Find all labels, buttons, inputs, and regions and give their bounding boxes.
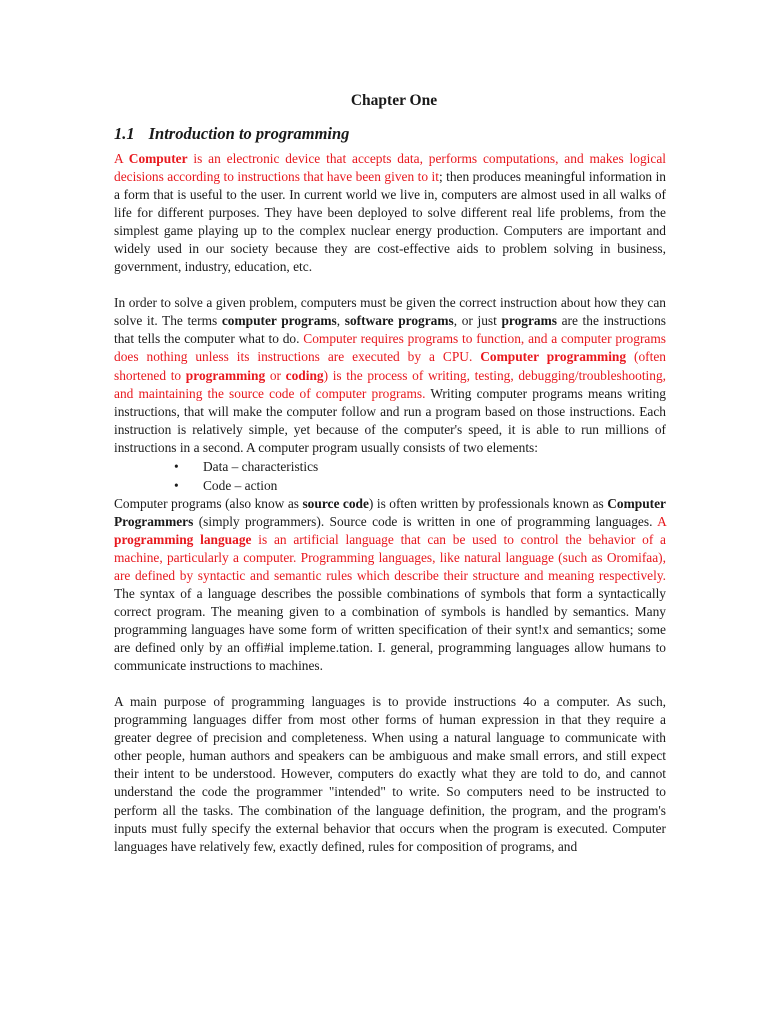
bullet-icon: • [174,458,179,474]
term-programming-language: programming language [114,531,252,547]
list-item [174,476,666,495]
text-span: , or just [453,313,502,329]
term-programs: programs [501,313,557,329]
list-item-text: Data – characteristics [203,458,319,474]
text-span: are the instructions that tells the computer what to do. [114,313,667,347]
text-span: The syntax of a language describes the possible combinations of symbols that form a syntactically correct program. The meaning given to a combination of symbols is handled by semantics. Many programming languages have some form of written specification of their synt!x and semantics; some are defined only by an offi#ial impleme.tation. I. general, programming languages allow humans to communicate instructions to machines. [114,585,666,674]
paragraph-programs [114,294,666,456]
text-span: ; then produces meaningful information in a form that is useful to the user. In current world we live in, computers are almost used in all walks of life for different purposes. They have been deployed to solve different real life problems, from the simplest game playing up to the complex nuclear energy production. Computers are important and widely used in our society because they are cost-effective aids to problem solving in business, government, industry, education, etc. [114,169,666,275]
text-span: In order to solve a given problem, computers must be given the correct instruction about how they can solve it. The terms [114,295,666,329]
text-span: Computer programs (also know as [114,495,303,511]
text-span: ) is often written by professionals known as [368,495,608,511]
text-span: or [265,367,286,383]
term-computer-programs: computer programs [221,313,337,329]
text-span: is an artificial language that can be used to control the behavior of a machine, particularly a computer. Programming languages, like natural language (such as Oromifaa), are defined by syntactic and semantic rules which describe their structure and meaning respectively. [114,531,666,583]
text-span: (simply programmers). Source code is written in one of programming languages. [193,513,658,529]
text-span: Computer requires programs to function, and a computer programs does nothing unless its instructions are executed by a CPU. [114,331,666,365]
list-item [174,457,666,476]
paragraph-programming-language [114,495,666,675]
text-span: is an electronic device that accepts data, performs computations, and makes logical decisions according to instructions that have been given to it [114,151,666,185]
paragraph-computer-definition [114,150,666,276]
term-programming: programming [185,367,266,383]
section-title: Introduction to programming [148,124,350,143]
term-computer-programmers: Computer Programmers [114,495,666,529]
chapter-title: Chapter One [350,92,438,109]
paragraph-purpose: A main purpose of programming languages is to provide instructions 4o a computer. As such, programming languages differ from most other forms of human expression in that they require a greater degree of precision and completeness. When using a natural language to communicate with other people, human authors and speakers can be ambiguous and make small errors, and still expect their intent to be understood. However, computers do exactly what they are told to do, and cannot understand the code the programmer "intended" to write. So computers need to be instructed to perform all the tasks. The combination of the language definition, the program, and the program's inputs must fully specify the external behavior that occurs when the program is executed. Computer languages have relatively few, exactly defined, rules for composition of programs, and [114,694,666,854]
term-source-code: source code [302,495,369,511]
section-heading [114,124,666,144]
text-span: Writing computer programs means writing instructions, that will make the computer follow and run a program based on those instructions. Each instruction is relatively simple, yet because of the computer's speed, it is able to run millions of instructions in a second. A computer program usually consists of two elements: [114,385,666,455]
text-span: , [336,313,345,329]
term-coding: coding [285,367,324,383]
text-span: (often shortened to [114,349,667,383]
term-computer-programming: Computer programming [480,349,627,365]
list-item-text: Code – action [203,477,278,493]
text-span: A [114,151,129,166]
text-span: A [657,513,666,529]
term-software-programs: software programs [344,313,454,329]
text-span: ) is the process of writing, testing, debugging/troubleshooting, and maintaining the source code of computer programs. [114,367,666,401]
section-number: 1.1 [114,124,135,143]
term-computer: Computer [128,151,188,166]
bullet-icon: • [174,477,179,493]
program-elements-list [114,457,666,495]
